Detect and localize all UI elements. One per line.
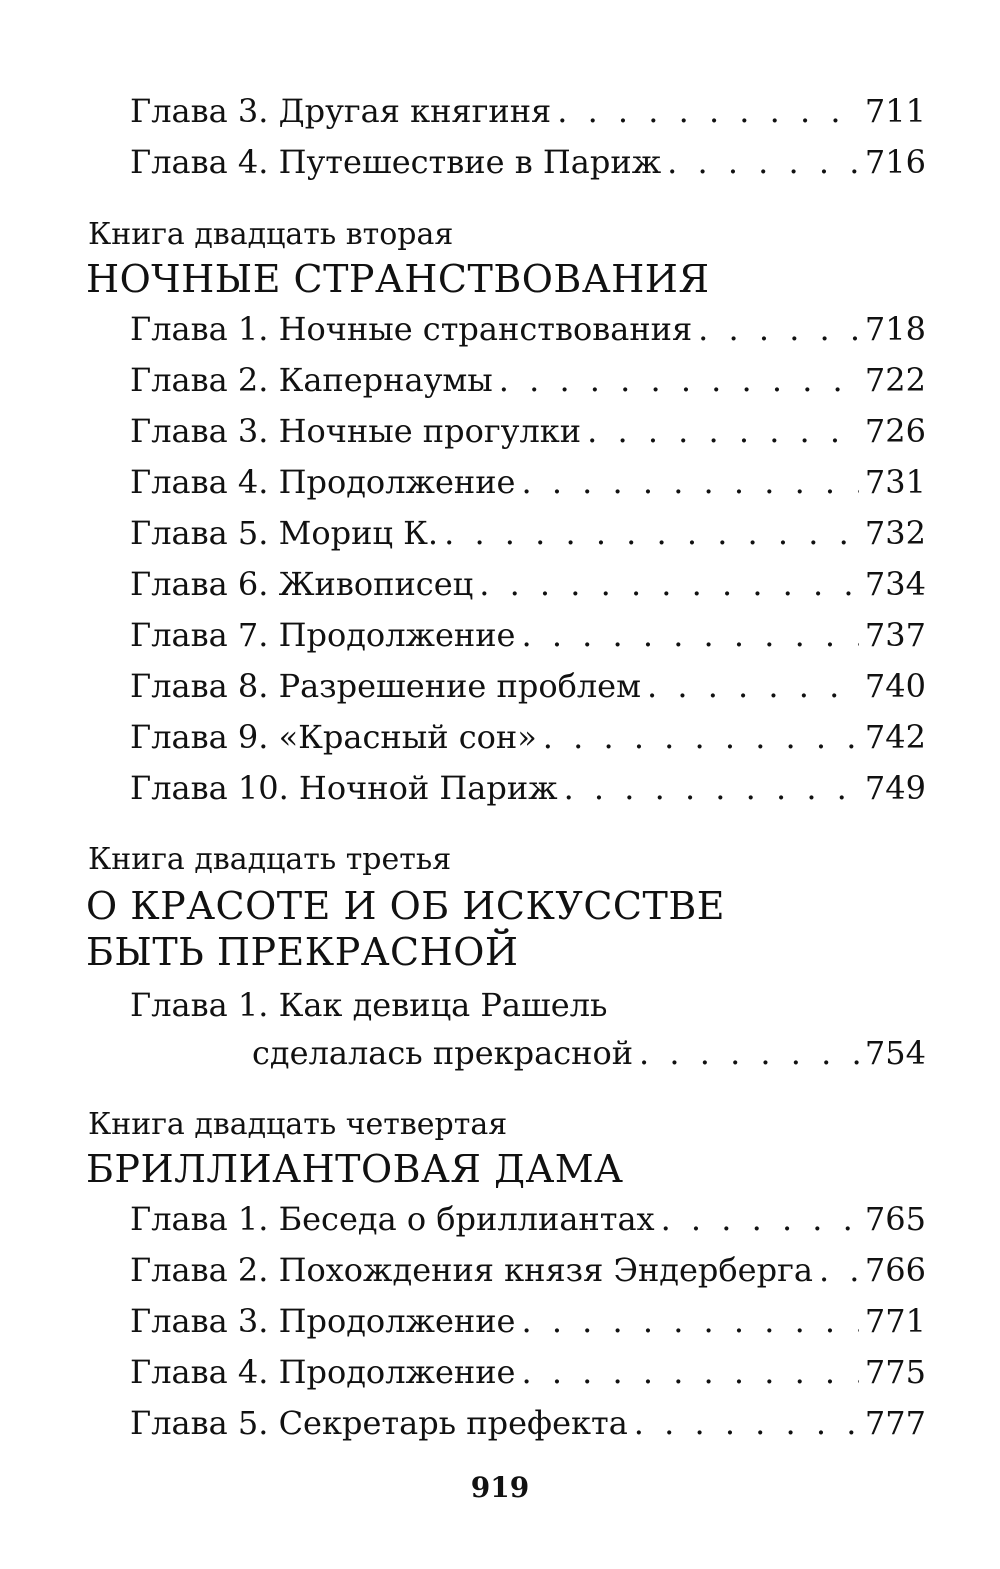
toc-entry-title: Глава 5. Мориц К. [130, 514, 439, 552]
book-label: Книга двадцать вторая [88, 217, 454, 252]
toc-entry-page: 716 [864, 143, 926, 181]
toc-entry-title: Глава 7. Продолжение [130, 616, 516, 654]
toc-entry-title: Глава 5. Секретарь префекта [130, 1404, 628, 1442]
toc-entry-title: Глава 2. Капернаумы [130, 361, 493, 399]
toc-entry-page: 734 [864, 565, 926, 603]
dot-leader [521, 1349, 858, 1395]
toc-entry-title: Глава 10. Ночной Париж [130, 769, 558, 807]
dot-leader [521, 459, 858, 505]
dot-leader [819, 1247, 859, 1293]
toc-entry-page: 732 [864, 514, 926, 552]
dot-leader [479, 561, 859, 607]
toc-entry [130, 139, 926, 185]
dot-leader [521, 1298, 858, 1344]
toc-entry-title: Глава 1. Беседа о бриллиантах [130, 1200, 655, 1238]
toc-entry-page: 771 [864, 1302, 926, 1340]
book-label: Книга двадцать четвертая [88, 1107, 508, 1142]
toc-entry-title: Глава 4. Путешествие в Париж [130, 143, 662, 181]
toc-entry [130, 459, 926, 505]
toc-entry-title: Глава 2. Похождения князя Эндерберга [130, 1251, 813, 1289]
toc-entry-page: 754 [864, 1034, 926, 1072]
toc-entry [130, 714, 926, 760]
toc-entry-page: 749 [864, 769, 926, 807]
toc-entry [130, 306, 926, 352]
toc-entry [130, 1349, 926, 1395]
toc-entry-title: Глава 3. Ночные прогулки [130, 412, 582, 450]
dot-leader [557, 88, 859, 134]
toc-entry [130, 510, 926, 556]
page-number: 919 [470, 1471, 530, 1504]
toc-entry [130, 408, 926, 454]
book-title-line-2: БЫТЬ ПРЕКРАСНОЙ [86, 930, 519, 974]
toc-entry-page: 777 [864, 1404, 926, 1442]
toc-entry-page: 722 [864, 361, 926, 399]
toc-entry [130, 663, 926, 709]
book-title: НОЧНЫЕ СТРАНСТВОВАНИЯ [86, 257, 710, 301]
toc-entry [130, 612, 926, 658]
dot-leader [499, 357, 859, 403]
toc-entry-title-line-1: Глава 1. Как девица Рашель [130, 986, 608, 1024]
dot-leader [661, 1196, 859, 1242]
book-title: БРИЛЛИАНТОВАЯ ДАМА [86, 1147, 624, 1191]
dot-leader [564, 765, 859, 811]
toc-entry-page: 737 [864, 616, 926, 654]
toc-entry-page: 711 [864, 92, 926, 130]
toc-entry-page: 726 [864, 412, 926, 450]
toc-entry [130, 1400, 926, 1446]
dot-leader [647, 663, 859, 709]
toc-entry [252, 1030, 926, 1076]
toc-entry [130, 561, 926, 607]
toc-entry-page: 718 [864, 310, 926, 348]
toc-entry-page: 740 [864, 667, 926, 705]
dot-leader [444, 510, 859, 556]
dot-leader [667, 139, 859, 185]
toc-entry-title: Глава 8. Разрешение проблем [130, 667, 641, 705]
dot-leader [634, 1400, 859, 1446]
toc-entry [130, 765, 926, 811]
dot-leader [639, 1030, 859, 1076]
toc-entry-title: Глава 9. «Красный сон» [130, 718, 537, 756]
toc-entry-page: 765 [864, 1200, 926, 1238]
toc-entry-page: 775 [864, 1353, 926, 1391]
toc-entry-title: Глава 4. Продолжение [130, 1353, 516, 1391]
toc-entry-page: 742 [864, 718, 926, 756]
toc-entry-page: 766 [864, 1251, 926, 1289]
toc-entry-title: Глава 6. Живописец [130, 565, 474, 603]
toc-entry-title: Глава 3. Другая княгиня [130, 92, 552, 130]
toc-entry [130, 1247, 926, 1293]
dot-leader [543, 714, 859, 760]
toc-entry-page: 731 [864, 463, 926, 501]
toc-entry-title: Глава 3. Продолжение [130, 1302, 516, 1340]
toc-entry [130, 88, 926, 134]
dot-leader [698, 306, 859, 352]
toc-entry-title: Глава 4. Продолжение [130, 463, 516, 501]
toc-entry-title: Глава 1. Ночные странствования [130, 310, 693, 348]
book-title-line-1: О КРАСОТЕ И ОБ ИСКУССТВЕ [86, 884, 725, 928]
toc-entry [130, 1196, 926, 1242]
dot-leader [521, 612, 858, 658]
book-label: Книга двадцать третья [88, 842, 452, 877]
dot-leader [587, 408, 859, 454]
toc-entry [130, 1298, 926, 1344]
toc-entry [130, 357, 926, 403]
toc-entry-title-line-2: сделалась прекрасной [252, 1034, 634, 1072]
